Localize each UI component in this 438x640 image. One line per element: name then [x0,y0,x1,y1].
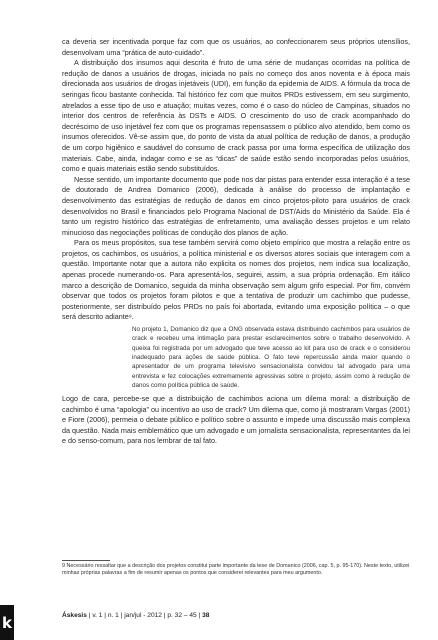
paragraph-5: Logo de cara, percebe-se que a distribuição de cachimbos aciona um dilema moral: a distribuição de cachimbo é uma “apologia” ou incentivo ao uso de crack? Um dilema que, como já mostraram Vargas (2001) e Fiore (2006), permeia o debate público e político sobre o assunto e impede uma discussão mais complexa da questão. Nada mais emblemático que um advogado e um jornalista sensacionalista, representantes da lei e do senso-comum, para nos lembrar de tal fato. [62,394,410,446]
paragraph-4: Para os meus propósitos, sua tese também servirá como objeto empírico que mostra a relação entre os projetos, os cachimbos, os usuários, a política ministerial e os diversos atores sociais que interagem com a questão. Importante notar que a autora não explicita os nomes dos projetos, nem indica sua localização, apenas procede numerando-os. Para apresentá-los, seguirei, assim, a sua própria ordenação. Em itálico marco a descrição de Domanico, seguida da minha observação sem algum grifo especial. Por fim, convém observar que todos os projetos foram pilotos e que a tentativa de produzir um cachimbo que pudesse, posteriormente, ser distribuído pelos PRDs no país foi abortada, evitando uma exposição política – o que será descrito adiante⁹. [62,238,410,322]
journal-logo [0,605,14,640]
journal-name: Áskesis [62,612,87,619]
paragraph-3: Nesse sentido, um importante documento que pode nos dar pistas para entender essa interação é a tese de doutorado de Andrea Domanico (2006), dedicada à análise do processo de implantação e desenvolvimento das estratégias de redução de danos em cinco projetos-piloto para usuários de crack desenvolvidos no Brasil e financiados pelo Programa Nacional de DST/Aids do Ministério da Saúde. Ela é tanto um registro histórico das estratégias de enfretamento, uma avaliação desses projetos e um relato minucioso das negociações políticas de condução dos planos de ação. [62,174,410,237]
paragraph-2: A distribuição dos insumos aqui descrita é fruto de uma série de mudanças ocorridas na política de redução de danos a usuários de drogas, iniciada no país no começo dos anos noventa e à época mais direcionada aos usuários de drogas injetáveis (UDI), em função da epidemia de AIDS. A fórmula da troca de seringas ficou bastante conhecida. Tal histórico fez com que muitos PRDs estivessem, em seu surgimento, atrelados a esse tipo de uso e atuação; muitas vezes, como é o caso do núcleo de Campinas, situados no interior dos centros de referência às DSTs e AIDS. O crescimento do uso de crack acompanhado do decréscimo de uso injetável fez com que os programas repensassem o público alvo atendido, bem como os insumos oferecidos. Vê-se assim que, do ponto de vista da atual política de redução de danos, a produção de um corpo higiênico e saudável do consumo de crack passa por uma forma específica de utilização dos materiais. Cabe, ainda, indagar como e se as “dicas” de saúde estão sendo incorporadas pelos usuários, como e quais materiais estão sendo substituídos. [62,58,410,174]
page-number: 38 [202,612,210,619]
article-body [62,37,410,447]
footnote-divider [62,560,110,561]
citation-info: | v. 1 | n. 1 | jan/jul - 2012 | p. 32 – 45 | [88,612,201,619]
page-footer [62,612,410,619]
paragraph-1: ca deveria ser incentivada porque faz com que os usuários, ao confeccionarem seus próprios utensílios, desenvolvam uma “prática de auto-cuidado”. [62,37,410,57]
journal-logo-letter: k [2,613,12,632]
footnote-9: 9 Necessário ressaltar que a descrição dos projetos constitui parte importante da tese de Domanico (2006, cap. 5, p. 95-170). Neste texto, utilizei minhas próprias palavras a fim de resumir apenas os pontos que considerei relevantes para meu argumento. [62,563,410,577]
block-quote: No projeto 1, Domanico diz que a ONG observada estava distribuindo cachimbos para usuários de crack e recebeu uma intimação para prestar esclarecimentos sobre o trabalho desenvolvido. A queixa foi registrada por um advogado que teve acesso ao kit para uso de crack e o considerou inadequado para ações de saúde pública. O fato teve repercussão ainda maior quando o apresentador de um programa televisivo sensacionalista convidou tal advogado para uma entrevista e fez colocações extremamente agressivas sobre o projeto, assim como à redução de danos como política pública de saúde. [132,326,410,389]
